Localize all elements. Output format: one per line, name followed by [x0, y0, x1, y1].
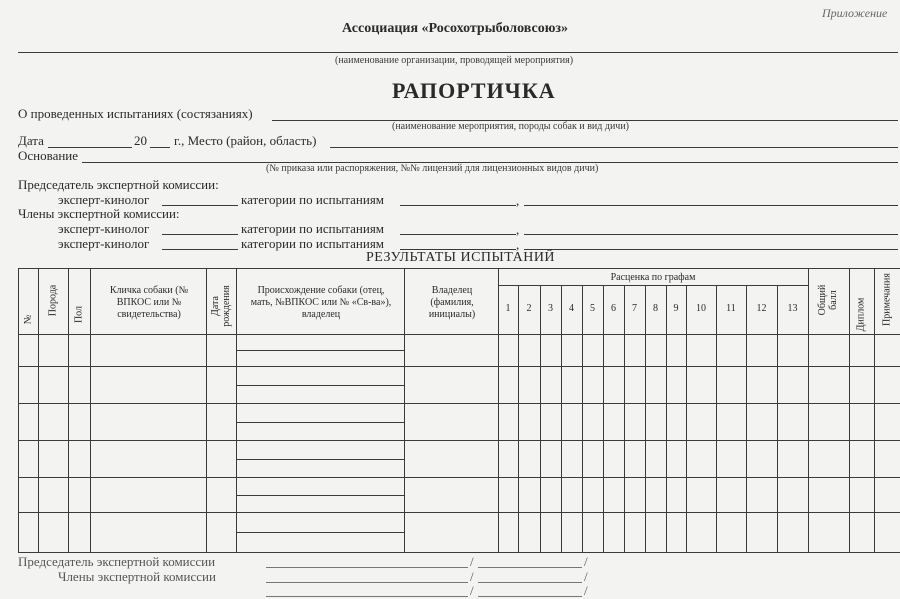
col-divider [206, 268, 207, 552]
score-divider [716, 285, 717, 552]
chairman-comma: , [516, 193, 520, 208]
table-bottom-border [18, 552, 900, 553]
col-divider [849, 268, 850, 552]
origin-subline [236, 385, 404, 386]
score-number: 3 [548, 303, 553, 314]
col-divider [18, 268, 19, 552]
year-label: 20 [134, 133, 147, 148]
header-breed: Порода [47, 284, 59, 317]
score-number: 12 [756, 303, 767, 314]
header-diploma: Диплом [855, 297, 867, 332]
member1-comma: , [516, 222, 520, 237]
score-number: 13 [787, 303, 798, 314]
footer-members-label: Члены экспертной комиссии [58, 569, 216, 584]
member1-expert-label: эксперт-кинолог [58, 221, 150, 236]
members-label: Члены экспертной комиссии: [18, 206, 180, 221]
footer-chairman-label: Председатель экспертной комиссии [18, 554, 216, 569]
footer-member1-name[interactable] [478, 582, 582, 583]
page-title: РАПОРТИЧКА [392, 78, 556, 103]
header-birth-date [210, 246, 232, 366]
score-header-divider [498, 285, 808, 286]
table-top-border [18, 268, 900, 269]
score-divider [561, 285, 562, 552]
table-row [18, 512, 900, 513]
footer-member1-signature[interactable] [266, 582, 468, 583]
footer-chairman-name[interactable] [478, 567, 582, 568]
score-divider [624, 285, 625, 552]
tests-label: О проведенных испытаниях (состязаниях) [18, 106, 253, 121]
header-notes: Примечания [881, 273, 893, 326]
score-number: 10 [696, 303, 706, 314]
score-number: 4 [569, 303, 574, 314]
header-total-text: Общий балл [817, 284, 839, 316]
header-dog-name: Кличка собаки (№ ВПКОС или № свидетельства) [109, 285, 189, 320]
header-bottom-border [18, 334, 900, 335]
footer-member2-slash: / [470, 583, 474, 598]
member2-comma: , [516, 237, 520, 252]
tests-caption: (наименование мероприятия, породы собак и вид дичи) [392, 121, 630, 132]
score-divider [777, 285, 778, 552]
score-number: 2 [526, 303, 532, 314]
table-row [18, 440, 900, 441]
basis-label: Основание [18, 148, 79, 163]
table-row [18, 366, 900, 367]
score-divider [746, 285, 747, 552]
footer-member2-name[interactable] [478, 596, 582, 597]
chairman-category-label: категории по испытаниям [241, 192, 385, 207]
header-total [817, 260, 839, 340]
header-birth-date-text: Дата рождения [210, 285, 232, 327]
member2-category-label: категории по испытаниям [241, 236, 385, 251]
score-divider [686, 285, 687, 552]
appendix-label: Приложение [822, 6, 888, 20]
member2-expert-label: эксперт-кинолог [58, 236, 150, 251]
member1-category-label: категории по испытаниям [241, 221, 385, 236]
score-number: 9 [673, 303, 679, 314]
col-divider [68, 268, 69, 552]
header-scores: Расценка по графам [610, 272, 696, 283]
score-divider [518, 285, 519, 552]
footer-member1-slash-end: / [584, 569, 588, 584]
header-origin: Происхождение собаки (отец, мать, №ВПКОС или № «Св-ва»), владелец [250, 285, 392, 320]
score-number: 11 [726, 303, 736, 314]
organization-name: Ассоциация «Росохотрыболовсоюз» [342, 21, 569, 36]
col-divider [38, 268, 39, 552]
footer-chairman-slash: / [470, 554, 474, 569]
date-label: Дата [18, 133, 44, 148]
score-divider [666, 285, 667, 552]
col-divider [808, 268, 809, 552]
col-divider [874, 268, 875, 552]
col-divider [236, 268, 237, 552]
footer-chairman-slash-end: / [584, 554, 588, 569]
col-divider [404, 268, 405, 552]
chairman-expert-label: эксперт-кинолог [58, 192, 150, 207]
footer-chairman-signature[interactable] [266, 567, 468, 568]
score-number: 1 [505, 303, 511, 314]
score-divider [603, 285, 604, 552]
origin-subline [236, 495, 404, 496]
header-sex: Пол [73, 305, 85, 324]
origin-subline [236, 422, 404, 423]
score-number: 7 [632, 303, 637, 314]
table-row [18, 477, 900, 478]
table-row [18, 403, 900, 404]
col-divider [90, 268, 91, 552]
score-divider [645, 285, 646, 552]
place-label: г., Место (район, область) [174, 133, 317, 148]
chairman-label: Председатель экспертной комиссии: [18, 177, 219, 192]
origin-subline [236, 459, 404, 460]
score-number: 6 [611, 303, 616, 314]
origin-subline [236, 532, 404, 533]
score-divider [540, 285, 541, 552]
footer-member1-slash: / [470, 569, 474, 584]
score-number: 5 [590, 303, 595, 314]
organization-caption: (наименование организации, проводящей мероприятия) [335, 55, 574, 66]
basis-caption: (№ приказа или распоряжения, №№ лицензий для лицензионных видов дичи) [266, 163, 599, 174]
header-owner: Владелец (фамилия, инициалы) [428, 285, 476, 320]
footer-member2-slash-end: / [584, 583, 588, 598]
origin-subline [236, 350, 404, 351]
header-no: № [22, 314, 34, 325]
results-title: РЕЗУЛЬТАТЫ ИСПЫТАНИЙ [366, 250, 556, 265]
score-number: 8 [653, 303, 658, 314]
footer-member2-signature[interactable] [266, 596, 468, 597]
score-divider [582, 285, 583, 552]
